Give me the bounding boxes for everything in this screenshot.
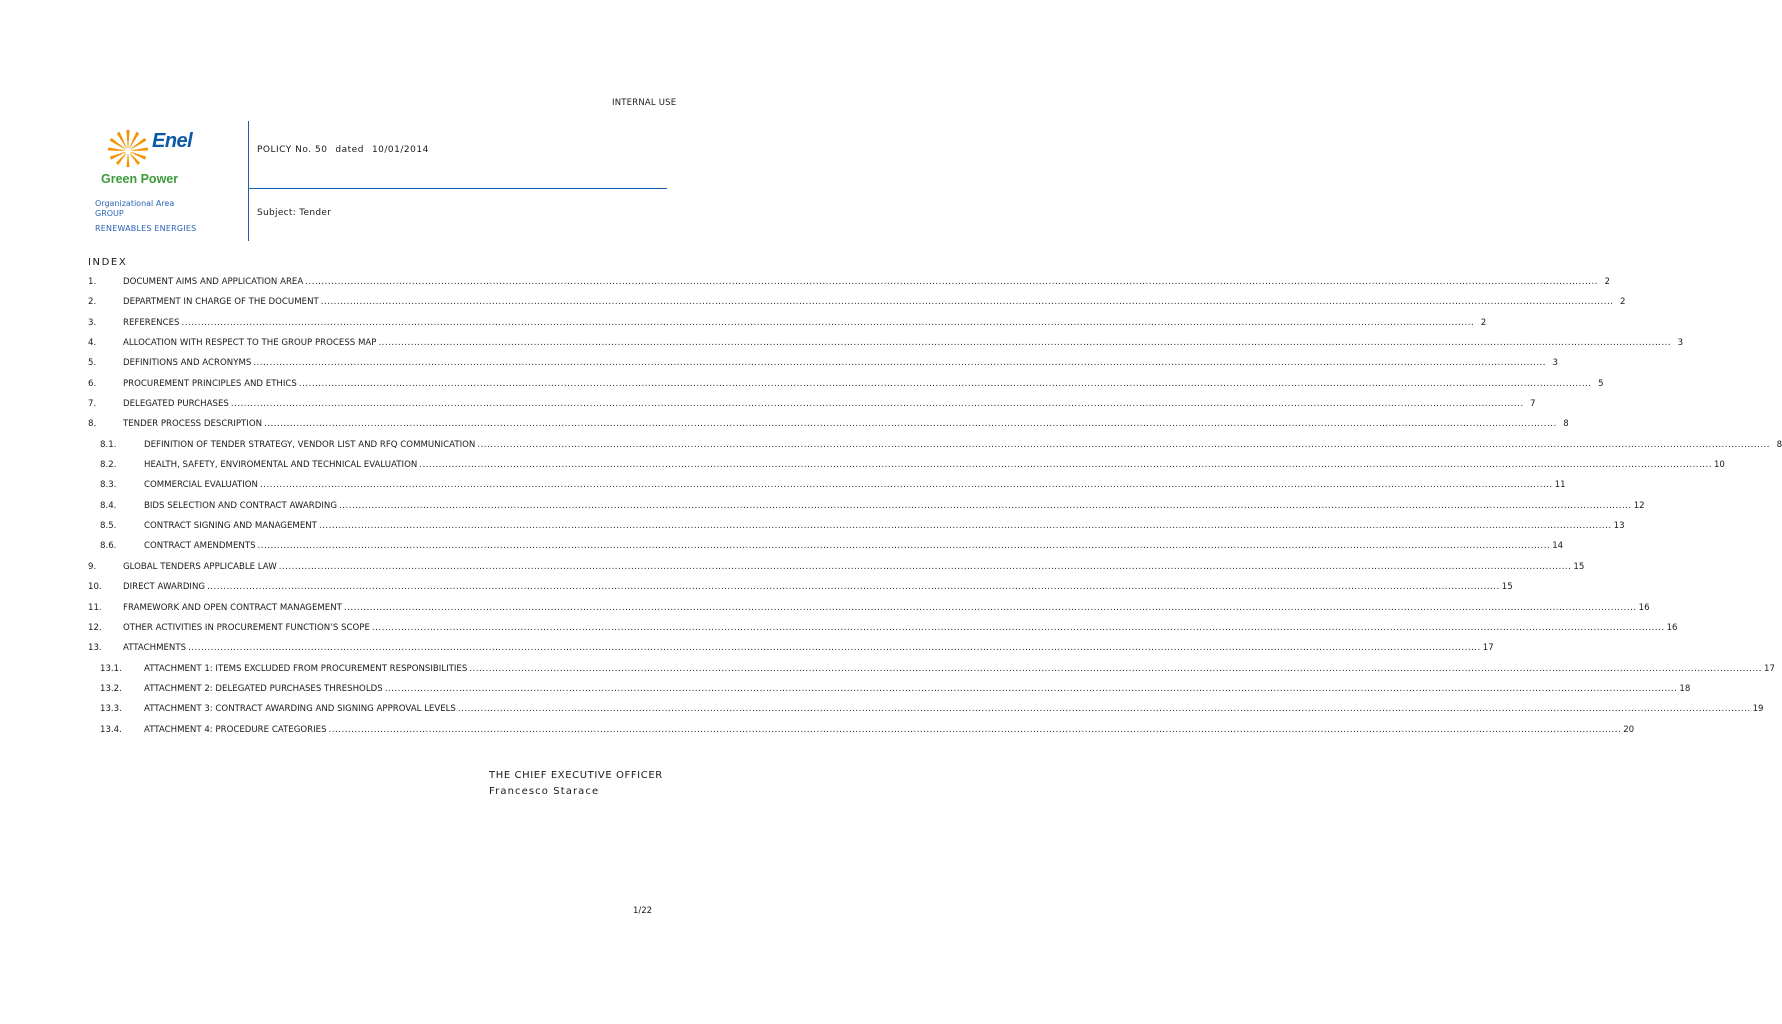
toc-entry-title: GLOBAL TENDERS APPLICABLE LAW: [123, 561, 277, 572]
toc-entry-page: 14: [1552, 541, 1564, 552]
toc-entry-page: 2: [1480, 317, 1487, 328]
toc-leader-dots: ................................................................................................................................................................................................................................................................................................................................................................................................................: [371, 622, 1665, 633]
toc-entry-number: 4.: [88, 338, 97, 349]
classification-label: INTERNAL USE: [612, 98, 677, 108]
toc-entry-page: 16: [1638, 602, 1650, 613]
toc-entry-title: OTHER ACTIVITIES IN PROCUREMENT FUNCTION’S SCOPE: [123, 622, 370, 633]
toc-entry[interactable]: [88, 419, 1569, 439]
enel-green-power-logo: [96, 124, 216, 194]
toc-entry-page: 16: [1666, 622, 1678, 633]
toc-leader-dots: ................................................................................................................................................................................................................................................................................................................................................................................................................: [278, 561, 1572, 572]
sun-logo-icon: [104, 127, 152, 169]
toc-entry-number: 10.: [88, 582, 102, 593]
toc-entry-title: DIRECT AWARDING: [123, 582, 206, 593]
org-unit: RENEWABLES ENERGIES: [95, 224, 197, 233]
toc-leader-dots: ................................................................................................................................................................................................................................................................................................................................................................................................................: [419, 460, 1712, 471]
toc-entry-page: 7: [1530, 399, 1536, 410]
toc-entry-page: 8: [1776, 439, 1782, 450]
toc-leader-dots: ................................................................................................................................................................................................................................................................................................................................................................................................................: [378, 338, 1672, 349]
toc-entry-title: BIDS SELECTION AND CONTRACT AWARDING: [144, 500, 338, 511]
toc-entry-number: 6.: [88, 378, 97, 389]
toc-entry-page: 2: [1604, 277, 1610, 287]
toc-entry[interactable]: [88, 439, 1782, 460]
toc-entry-title: PROCUREMENT PRINCIPLES AND ETHICS: [123, 378, 297, 389]
toc-entry-page: 19: [1752, 704, 1764, 715]
toc-entry-title: DOCUMENT AIMS AND APPLICATION AREA: [123, 277, 304, 287]
toc-entry-title: ATTACHMENT 4: PROCEDURE CATEGORIES: [144, 724, 327, 735]
toc-leader-dots: ................................................................................................................................................................................................................................................................................................................................................................................................................: [343, 602, 1637, 613]
toc-entry-page: 3: [1552, 358, 1559, 369]
page-number: 1/22: [633, 906, 653, 916]
toc-entry-title: FRAMEWORK AND OPEN CONTRACT MANAGEMENT: [123, 602, 342, 613]
toc-leader-dots: ................................................................................................................................................................................................................................................................................................................................................................................................................: [320, 297, 1614, 308]
toc-entry[interactable]: [88, 663, 1775, 684]
toc-entry-number: 12.: [88, 622, 102, 633]
toc-entry-number: 5.: [88, 358, 97, 369]
toc-entry-title: DEFINITIONS AND ACRONYMS: [123, 358, 252, 369]
toc-entry[interactable]: [88, 317, 1487, 338]
toc-leader-dots: ................................................................................................................................................................................................................................................................................................................................................................................................................: [457, 704, 1751, 715]
signatory-role: THE CHIEF EXECUTIVE OFFICER: [489, 770, 663, 781]
org-area-label: Organizational Area: [95, 199, 175, 208]
toc-entry-title: ATTACHMENT 2: DELEGATED PURCHASES THRESHOLDS: [144, 683, 383, 694]
toc-entry[interactable]: [88, 541, 1564, 561]
toc-leader-dots: ................................................................................................................................................................................................................................................................................................................................................................................................................: [477, 439, 1771, 450]
toc-entry[interactable]: [88, 378, 1604, 399]
toc-entry-number: 3.: [88, 317, 97, 328]
toc-leader-dots: ................................................................................................................................................................................................................................................................................................................................................................................................................: [181, 317, 1475, 328]
toc-entry-number: 8.5.: [100, 521, 117, 532]
org-area-value: GROUP: [95, 208, 124, 218]
toc-entry-number: 13.4.: [100, 724, 122, 735]
toc-entry-number: 13.3.: [100, 704, 122, 715]
toc-entry[interactable]: [88, 724, 1635, 745]
toc-entry-title: ATTACHMENTS: [123, 643, 187, 654]
toc-entry-page: 11: [1554, 480, 1566, 491]
toc-entry-title: HEALTH, SAFETY, ENVIROMENTAL AND TECHNICAL EVALUATION: [144, 460, 418, 471]
toc-leader-dots: ................................................................................................................................................................................................................................................................................................................................................................................................................: [298, 378, 1592, 389]
toc-entry-title: CONTRACT SIGNING AND MANAGEMENT: [144, 521, 317, 532]
toc-entry[interactable]: [88, 602, 1650, 623]
policy-line: [257, 145, 429, 155]
toc-entry-title: DEPARTMENT IN CHARGE OF THE DOCUMENT: [123, 297, 319, 308]
toc-leader-dots: ................................................................................................................................................................................................................................................................................................................................................................................................................: [207, 582, 1500, 593]
header-divider-horizontal: [248, 188, 667, 189]
toc-entry-number: 8.6.: [100, 541, 117, 552]
toc-entry[interactable]: [88, 399, 1536, 419]
toc-entry[interactable]: [88, 358, 1559, 378]
toc-entry-title: COMMERCIAL EVALUATION: [144, 480, 258, 491]
toc-entry-title: ALLOCATION WITH RESPECT TO THE GROUP PROCESS MAP: [123, 338, 377, 349]
toc-entry[interactable]: [88, 582, 1513, 602]
toc-entry-page: 18: [1679, 683, 1691, 694]
toc-entry-number: 13.: [88, 643, 102, 654]
toc-entry-title: REFERENCES: [123, 317, 180, 328]
toc-entry-number: 8.3.: [100, 480, 117, 491]
toc-entry-title: DELEGATED PURCHASES: [123, 399, 229, 410]
brand-name: Enel: [152, 130, 193, 152]
toc-entry-page: 20: [1623, 724, 1635, 735]
toc-entry[interactable]: [88, 683, 1691, 704]
signatory-name: Francesco Starace: [489, 786, 600, 797]
division-name: Green Power: [101, 172, 179, 186]
table-of-contents: [88, 277, 1782, 745]
toc-entry-number: 8.: [88, 419, 97, 430]
policy-dated-label: dated: [335, 145, 364, 155]
toc-leader-dots: ................................................................................................................................................................................................................................................................................................................................................................................................................: [257, 541, 1551, 552]
toc-entry-number: 9.: [88, 561, 97, 572]
policy-number: POLICY No. 50: [257, 145, 328, 155]
toc-entry-title: ATTACHMENT 3: CONTRACT AWARDING AND SIGNING APPROVAL LEVELS: [144, 704, 456, 715]
toc-entry[interactable]: [88, 338, 1684, 358]
toc-entry-page: 17: [1482, 643, 1494, 654]
toc-entry-page: 2: [1619, 297, 1626, 308]
toc-entry[interactable]: [88, 704, 1764, 724]
toc-entry[interactable]: [88, 643, 1494, 663]
toc-leader-dots: ................................................................................................................................................................................................................................................................................................................................................................................................................: [384, 683, 1678, 694]
toc-leader-dots: ................................................................................................................................................................................................................................................................................................................................................................................................................: [259, 480, 1553, 491]
toc-entry-title: ATTACHMENT 1: ITEMS EXCLUDED FROM PROCUREMENT RESPONSIBILITIES: [144, 663, 468, 674]
toc-entry-title: DEFINITION OF TENDER STRATEGY, VENDOR LIST AND RFQ COMMUNICATION: [144, 439, 476, 450]
toc-entry[interactable]: [88, 561, 1585, 582]
toc-entry-page: 12: [1633, 500, 1645, 511]
toc-entry[interactable]: [88, 622, 1678, 643]
index-heading: INDEX: [88, 257, 128, 268]
toc-entry-number: 13.1.: [100, 663, 122, 674]
toc-entry[interactable]: [88, 460, 1725, 480]
toc-leader-dots: ................................................................................................................................................................................................................................................................................................................................................................................................................: [328, 724, 1622, 735]
toc-leader-dots: ................................................................................................................................................................................................................................................................................................................................................................................................................: [305, 277, 1598, 287]
toc-entry-number: 8.4.: [100, 500, 117, 511]
toc-entry-number: 1.: [88, 277, 97, 287]
toc-entry-title: CONTRACT AMENDMENTS: [144, 541, 256, 552]
toc-leader-dots: ................................................................................................................................................................................................................................................................................................................................................................................................................: [188, 643, 1481, 654]
toc-leader-dots: ................................................................................................................................................................................................................................................................................................................................................................................................................: [318, 521, 1612, 532]
toc-entry-page: 10: [1713, 460, 1725, 471]
policy-subject: Subject: Tender: [257, 208, 332, 218]
toc-entry-page: 3: [1677, 338, 1684, 349]
toc-entry-number: 13.2.: [100, 683, 122, 694]
toc-leader-dots: ................................................................................................................................................................................................................................................................................................................................................................................................................: [339, 500, 1632, 511]
toc-entry[interactable]: [88, 521, 1625, 541]
toc-entry[interactable]: [88, 500, 1645, 521]
toc-entry[interactable]: [88, 277, 1610, 297]
toc-entry[interactable]: [88, 480, 1566, 500]
toc-leader-dots: ................................................................................................................................................................................................................................................................................................................................................................................................................: [469, 663, 1763, 674]
toc-entry-page: 17: [1764, 663, 1775, 674]
toc-leader-dots: ................................................................................................................................................................................................................................................................................................................................................................................................................: [230, 399, 1524, 410]
toc-entry-number: 11.: [88, 602, 102, 613]
toc-leader-dots: ................................................................................................................................................................................................................................................................................................................................................................................................................: [253, 358, 1547, 369]
toc-entry-number: 8.2.: [100, 460, 117, 471]
toc-entry[interactable]: [88, 297, 1626, 317]
toc-entry-number: 8.1.: [100, 439, 117, 450]
toc-leader-dots: ................................................................................................................................................................................................................................................................................................................................................................................................................: [264, 419, 1557, 430]
header-divider-vertical: [248, 121, 249, 241]
toc-entry-title: TENDER PROCESS DESCRIPTION: [123, 419, 263, 430]
toc-entry-page: 13: [1613, 521, 1625, 532]
policy-date: 10/01/2014: [371, 145, 429, 155]
toc-entry-page: 15: [1501, 582, 1513, 593]
organizational-area: [95, 199, 174, 218]
toc-entry-page: 5: [1598, 378, 1604, 389]
toc-entry-number: 7.: [88, 399, 97, 410]
toc-entry-page: 15: [1573, 561, 1585, 572]
toc-entry-page: 8: [1563, 419, 1569, 430]
toc-entry-number: 2.: [88, 297, 97, 308]
